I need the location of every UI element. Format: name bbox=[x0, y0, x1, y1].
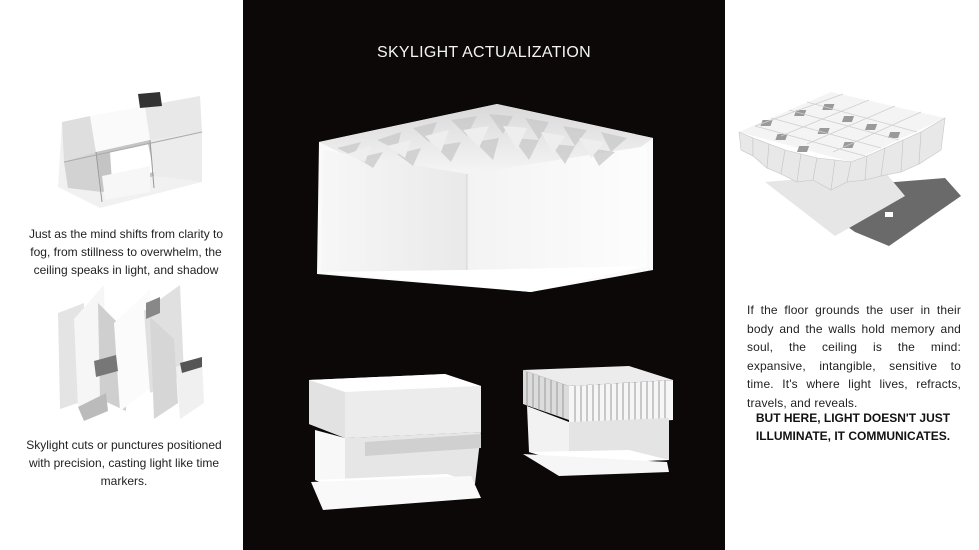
right-highlight-statement: BUT HERE, LIGHT DOESN'T JUST ILLUMINATE, IT COMMUNICATES. bbox=[755, 411, 951, 443]
left-caption-top: Just as the mind shifts from clarity to fog, from stillness to overwhelm, the ceiling speaks in light, and shadow bbox=[28, 227, 224, 277]
center-panel bbox=[243, 0, 725, 550]
right-paragraph: If the floor grounds the user in their body and the walls hold memory and soul, the ceiling is the mind: expansive, intangible, sensitive to time. It's where light lives, refracts, travels, and reveals. bbox=[747, 303, 961, 410]
block-ceiling-model-image bbox=[305, 372, 487, 514]
skylight-fins-model-image bbox=[54, 283, 206, 423]
right-panel bbox=[725, 0, 979, 550]
left-panel bbox=[0, 0, 243, 550]
page-title: SKYLIGHT ACTUALIZATION bbox=[376, 44, 592, 61]
grid-ceiling-model-image bbox=[735, 86, 961, 248]
folded-ceiling-model-image bbox=[50, 92, 210, 210]
room-render-image bbox=[317, 102, 661, 294]
left-caption-bottom: Skylight cuts or punctures positioned with precision, casting light like time markers. bbox=[26, 438, 222, 488]
slatted-ceiling-model-image bbox=[519, 364, 681, 480]
